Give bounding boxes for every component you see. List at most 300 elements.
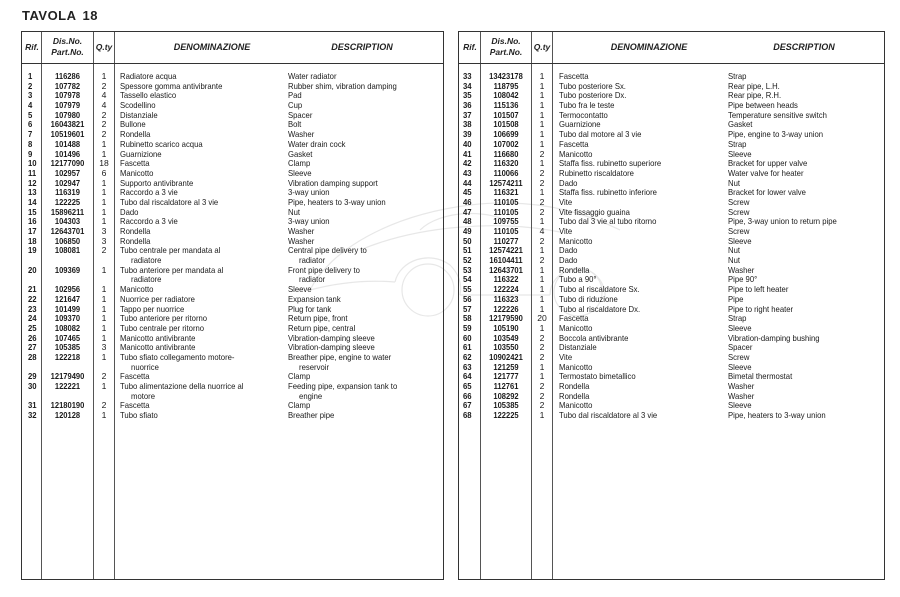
description-text-cont: reservoir [299, 361, 330, 372]
row-rif: 35 [463, 90, 472, 101]
table-row [22, 246, 443, 265]
denominazione-text: Dado [120, 206, 139, 217]
row-qty: 1 [101, 322, 107, 333]
row-rif: 53 [463, 264, 472, 275]
denominazione-text: Manicotto [559, 361, 593, 372]
row-part-no: 12179590 [489, 313, 523, 324]
denominazione-text: Vite [559, 226, 573, 236]
table-row [22, 324, 443, 334]
description-text: Vibration-damping sleeve [288, 342, 375, 353]
description-text: Pipe, heaters to 3-way union [288, 196, 386, 207]
row-rif: 18 [28, 235, 37, 246]
description-text: Pipe, heaters to 3-way union [728, 410, 826, 421]
row-part-no: 115136 [493, 100, 519, 111]
description-text: Pipe [728, 293, 744, 304]
row-rif: 11 [28, 167, 37, 178]
table-row [459, 111, 884, 121]
table-header [22, 32, 443, 64]
denominazione-text: Rubinetto riscaldatore [559, 167, 634, 178]
table-body-right [459, 72, 884, 421]
row-part-no: 122224 [493, 284, 519, 295]
row-qty: 2 [539, 381, 545, 391]
denominazione-text: Rondella [559, 381, 590, 391]
row-denominazione [559, 188, 657, 198]
table-row [22, 179, 443, 189]
denominazione-text: Vite [559, 351, 573, 362]
table-row [459, 140, 884, 150]
row-part-no: 103549 [493, 332, 519, 343]
denominazione-text: Tappo per nuorrice [120, 303, 185, 314]
row-part-no: 108082 [54, 322, 81, 333]
row-rif: 34 [463, 80, 472, 91]
header-dis-no: Dis.No. [491, 36, 521, 46]
row-qty: 3 [101, 226, 107, 236]
denominazione-text: Rondella [120, 235, 151, 246]
table-row [459, 411, 884, 421]
denominazione-text: Tassello elastico [120, 90, 177, 101]
row-qty: 1 [101, 264, 107, 275]
row-part-no: 116321 [493, 187, 519, 198]
row-qty: 2 [539, 196, 545, 207]
denominazione-text: Fascetta [559, 138, 589, 149]
row-rif: 43 [463, 167, 472, 178]
row-part-no: 12177090 [50, 158, 85, 169]
row-rif: 65 [463, 381, 472, 391]
denominazione-text: Tubo alimentazione della nuorrice al [120, 381, 244, 392]
table-row [459, 217, 884, 227]
row-qty: 3 [101, 342, 107, 353]
denominazione-text: Tubo dal riscaldatore al 3 vie [559, 410, 658, 421]
row-rif: 30 [28, 381, 37, 392]
row-part-no: 12574221 [489, 245, 523, 256]
denominazione-text: Tubo di riduzione [559, 293, 618, 304]
row-part-no: 102957 [54, 167, 81, 178]
denominazione-text: Raccordo a 3 vie [120, 187, 178, 198]
table-row [22, 285, 443, 295]
denominazione-text: Scodellino [120, 100, 156, 111]
description-text: Front pipe delivery to [288, 264, 360, 275]
description-text: Nut [728, 255, 741, 266]
table-row [22, 295, 443, 305]
row-part-no: 101496 [54, 148, 81, 159]
row-qty: 1 [539, 245, 545, 256]
row-part-no: 102947 [54, 177, 81, 188]
denominazione-text: Guarnizione [120, 148, 162, 159]
denominazione-text: Dado [559, 245, 578, 256]
row-qty: 1 [539, 100, 545, 111]
row-description [288, 353, 391, 372]
table-row [459, 324, 884, 334]
table-row [22, 305, 443, 315]
table-row [22, 334, 443, 344]
row-rif: 33 [463, 71, 472, 81]
denominazione-text: Tubo al riscaldatore Sx. [559, 284, 640, 295]
table-row [22, 150, 443, 160]
row-part-no: 106699 [493, 129, 519, 140]
description-text: Pipe, 3-way union to return pipe [728, 216, 837, 227]
row-part-no: 12574211 [489, 177, 523, 188]
row-qty: 1 [539, 90, 545, 101]
table-row [22, 411, 443, 421]
row-qty: 1 [101, 381, 107, 392]
description-text: Temperature sensitive switch [728, 109, 827, 120]
row-qty: 1 [101, 410, 107, 421]
denominazione-text: Tubo anteriore per mandata al [120, 264, 224, 275]
row-qty: 2 [539, 255, 545, 266]
table-row [459, 179, 884, 189]
table-row [459, 363, 884, 373]
row-part-no: 108081 [54, 245, 81, 256]
description-text: Sleeve [728, 235, 752, 246]
description-text: Sleeve [288, 284, 312, 295]
table-row [459, 227, 884, 237]
row-rif: 12 [28, 177, 37, 188]
row-qty: 2 [101, 119, 107, 130]
table-row [459, 169, 884, 179]
row-part-no: 110105 [493, 226, 519, 236]
row-part-no: 116323 [493, 293, 519, 304]
header-rif: Rif. [25, 42, 39, 52]
denominazione-text: Vite fissaggio guaina [559, 206, 630, 217]
row-qty: 1 [539, 410, 545, 421]
row-part-no: 107978 [54, 90, 81, 101]
row-rif: 1 [28, 71, 33, 81]
description-text: Screw [728, 226, 750, 236]
description-text: Sleeve [728, 148, 752, 159]
row-qty: 2 [539, 235, 545, 246]
row-part-no: 109755 [493, 216, 519, 227]
table-row [459, 150, 884, 160]
denominazione-text: Tubo dal 3 vie al tubo ritorno [559, 216, 657, 227]
row-qty: 1 [101, 71, 107, 81]
description-text: Washer [728, 264, 755, 275]
row-rif: 38 [463, 119, 472, 130]
header-dis-no: Dis.No. [52, 36, 83, 46]
row-description [288, 266, 360, 285]
denominazione-text: Tubo centrale per mandata al [120, 245, 221, 256]
table-header [459, 32, 884, 64]
description-text: Clamp [288, 400, 311, 411]
description-text: Breather pipe [288, 410, 335, 421]
table-row [459, 237, 884, 247]
table-row [22, 266, 443, 285]
description-text-cont: radiator [299, 255, 326, 266]
denominazione-text: Manicotto antivibrante [120, 342, 196, 353]
row-qty: 2 [539, 332, 545, 343]
description-text: Nut [728, 177, 741, 188]
row-qty: 1 [101, 196, 107, 207]
header-denominazione: DENOMINAZIONE [610, 42, 688, 52]
denominazione-text: Staffa fiss. rubinetto inferiore [559, 187, 657, 198]
parts-table-right [458, 31, 885, 580]
row-part-no: 118795 [493, 80, 519, 91]
row-part-no: 105385 [493, 400, 519, 411]
row-description [288, 246, 367, 265]
row-rif: 2 [28, 80, 33, 91]
row-rif: 3 [28, 90, 33, 101]
description-text: Vibration damping support [288, 177, 378, 188]
row-qty: 1 [101, 284, 107, 295]
row-part-no: 107782 [54, 80, 81, 91]
row-rif: 10 [28, 158, 37, 169]
parts-table-left [21, 31, 444, 580]
row-rif: 50 [463, 235, 472, 246]
row-rif: 42 [463, 158, 472, 169]
row-qty: 20 [537, 313, 547, 324]
row-rif: 21 [28, 284, 37, 295]
row-part-no: 110066 [493, 167, 519, 178]
row-part-no: 121777 [493, 371, 519, 382]
row-rif: 6 [28, 119, 33, 130]
row-qty: 1 [101, 332, 107, 343]
row-rif: 62 [463, 351, 472, 362]
row-part-no: 110105 [493, 196, 519, 207]
denominazione-text: Termocontatto [559, 109, 608, 120]
row-part-no: 120128 [54, 410, 81, 421]
table-row [459, 91, 884, 101]
row-rif: 41 [463, 148, 472, 159]
denominazione-text-cont: nuorrice [131, 361, 159, 372]
row-denominazione [120, 266, 223, 285]
description-text: Sleeve [728, 400, 752, 411]
description-text: Vibration-damping sleeve [288, 332, 375, 343]
description-text: 3-way union [288, 187, 330, 198]
table-row [459, 285, 884, 295]
table-row [459, 198, 884, 208]
row-part-no: 122218 [54, 351, 81, 362]
row-rif: 28 [28, 351, 37, 362]
row-part-no: 101507 [493, 109, 519, 120]
denominazione-text: Tubo posteriore Sx. [559, 80, 626, 91]
description-text: Clamp [288, 158, 311, 169]
denominazione-text: Fascetta [559, 71, 589, 81]
description-text: Water radiator [288, 71, 337, 81]
row-denominazione [120, 382, 243, 401]
row-rif: 61 [463, 342, 472, 353]
row-qty: 2 [539, 342, 545, 353]
row-qty: 2 [101, 245, 107, 256]
row-part-no: 122221 [54, 381, 81, 392]
row-part-no: 110277 [493, 235, 519, 246]
row-qty: 1 [101, 148, 107, 159]
description-text: 3-way union [288, 216, 330, 227]
table-row [459, 372, 884, 382]
description-text: Sleeve [728, 361, 752, 372]
description-text: Rear pipe, L.H. [728, 80, 780, 91]
table-row [22, 353, 443, 372]
row-qty: 2 [101, 80, 107, 91]
denominazione-text: Tubo sfiato collegamento motore- [120, 351, 235, 362]
row-rif: 13 [28, 187, 37, 198]
row-qty: 1 [539, 322, 545, 333]
row-rif: 45 [463, 187, 472, 198]
table-row [22, 237, 443, 247]
table-row [459, 275, 884, 285]
denominazione-text: Rondella [120, 129, 151, 140]
row-part-no: 106850 [54, 235, 81, 246]
denominazione-text: Fascetta [120, 400, 150, 411]
denominazione-text: Tubo al riscaldatore Dx. [559, 303, 641, 314]
row-qty: 1 [539, 109, 545, 120]
row-description [728, 411, 826, 421]
description-text-cont: radiator [299, 274, 326, 285]
table-row [22, 111, 443, 121]
row-qty: 2 [539, 167, 545, 178]
denominazione-text: Manicotto [120, 167, 154, 178]
header-denominazione: DENOMINAZIONE [173, 42, 251, 52]
row-qty: 1 [101, 216, 107, 227]
page-title-label: TAVOLA [22, 8, 77, 23]
row-rif: 5 [28, 109, 33, 120]
description-text: Strap [728, 71, 747, 81]
denominazione-text: Rondella [559, 264, 590, 275]
header-part-no [481, 36, 531, 58]
row-qty: 4 [101, 90, 107, 101]
table-row [459, 72, 884, 82]
row-part-no: 121647 [54, 293, 81, 304]
table-row [459, 266, 884, 276]
row-qty: 1 [539, 371, 545, 382]
table-row [22, 91, 443, 101]
page-title-number: 18 [82, 8, 98, 23]
row-rif: 48 [463, 216, 472, 227]
row-qty: 4 [539, 226, 545, 236]
table-row [459, 159, 884, 169]
row-denominazione [120, 246, 220, 265]
description-text: Central pipe delivery to [288, 245, 367, 256]
description-text: Strap [728, 138, 747, 149]
row-rif: 55 [463, 284, 472, 295]
denominazione-text-cont: radiatore [131, 274, 162, 285]
row-rif: 39 [463, 129, 472, 140]
row-part-no: 12643701 [50, 226, 85, 236]
description-text: Nut [728, 245, 741, 256]
row-part-no: 104303 [54, 216, 81, 227]
row-qty: 1 [539, 71, 545, 81]
description-text: Screw [728, 206, 750, 217]
row-part-no: 15896211 [50, 206, 85, 217]
header-rif: Rif. [463, 42, 477, 52]
denominazione-text: Radiatore acqua [120, 71, 177, 81]
description-text: Gasket [288, 148, 313, 159]
denominazione-text: Manicotto [559, 235, 593, 246]
denominazione-text: Fascetta [120, 158, 150, 169]
description-text: Screw [728, 196, 750, 207]
denominazione-text: Manicotto [120, 284, 154, 295]
row-rif: 37 [463, 109, 472, 120]
table-row [459, 130, 884, 140]
row-qty: 2 [539, 177, 545, 188]
header-description: DESCRIPTION [331, 42, 393, 52]
row-part-no: 101508 [493, 119, 519, 130]
row-qty: 1 [101, 187, 107, 198]
row-part-no: 13423178 [489, 71, 523, 81]
table-row [22, 101, 443, 111]
table-row [22, 314, 443, 324]
row-qty: 1 [101, 303, 107, 314]
denominazione-text: Tubo fra le teste [559, 100, 615, 111]
row-rif: 64 [463, 371, 472, 382]
description-text: Bracket for upper valve [728, 158, 808, 169]
row-rif: 24 [28, 313, 37, 324]
description-text: Sleeve [728, 322, 752, 333]
header-part-no [42, 36, 93, 58]
row-description [288, 411, 334, 421]
row-qty: 1 [539, 158, 545, 169]
row-qty: 1 [539, 303, 545, 314]
table-row [22, 217, 443, 227]
row-rif: 51 [463, 245, 472, 256]
denominazione-text: Manicotto [559, 148, 593, 159]
row-part-no: 116319 [55, 187, 80, 198]
description-text: Sleeve [288, 167, 312, 178]
row-qty: 1 [539, 284, 545, 295]
row-rif: 9 [28, 148, 33, 159]
row-part-no: 116680 [493, 148, 519, 159]
row-rif: 29 [28, 371, 37, 382]
row-qty: 1 [539, 129, 545, 140]
row-part-no: 101499 [54, 303, 81, 314]
row-part-no: 10902421 [489, 351, 523, 362]
row-part-no: 112761 [493, 381, 519, 391]
denominazione-text: Manicotto [559, 322, 593, 333]
denominazione-text: Boccola antivibrante [559, 332, 629, 343]
row-description [288, 198, 386, 208]
row-qty: 6 [101, 167, 107, 178]
row-rif: 31 [28, 400, 37, 411]
table-row [22, 208, 443, 218]
row-qty: 1 [101, 177, 107, 188]
row-rif: 47 [463, 206, 472, 217]
description-text: Water drain cock [288, 138, 346, 149]
row-qty: 1 [539, 293, 545, 304]
row-qty: 2 [539, 400, 545, 411]
row-qty: 1 [539, 187, 545, 198]
row-denominazione [559, 217, 656, 227]
row-rif: 32 [28, 410, 37, 421]
row-rif: 27 [28, 342, 37, 353]
row-qty: 2 [101, 400, 107, 411]
row-qty: 2 [101, 371, 107, 382]
denominazione-text: Guarnizione [559, 119, 601, 130]
description-text: Washer [288, 129, 315, 140]
row-rif: 17 [28, 226, 37, 236]
row-qty: 1 [101, 206, 107, 217]
row-rif: 57 [463, 303, 472, 314]
header-description: DESCRIPTION [773, 42, 835, 52]
denominazione-text: Distanziale [559, 342, 597, 353]
table-row [22, 198, 443, 208]
row-part-no: 107980 [54, 109, 81, 120]
table-row [459, 246, 884, 256]
row-rif: 54 [463, 274, 472, 285]
row-qty: 2 [539, 148, 545, 159]
row-rif: 59 [463, 322, 472, 333]
description-text: Breather pipe, engine to water [288, 351, 392, 362]
denominazione-text: Termostato bimetallico [559, 371, 636, 382]
row-qty: 1 [101, 138, 107, 149]
row-qty: 4 [101, 100, 107, 111]
table-row [22, 140, 443, 150]
row-qty: 1 [539, 80, 545, 91]
description-text: Expansion tank [288, 293, 341, 304]
row-part-no: 116286 [55, 71, 80, 81]
table-row [459, 188, 884, 198]
row-part-no: 12180190 [50, 400, 85, 411]
description-text: Feeding pipe, expansion tank to [288, 381, 398, 392]
row-rif: 52 [463, 255, 472, 266]
row-rif: 19 [28, 245, 37, 256]
